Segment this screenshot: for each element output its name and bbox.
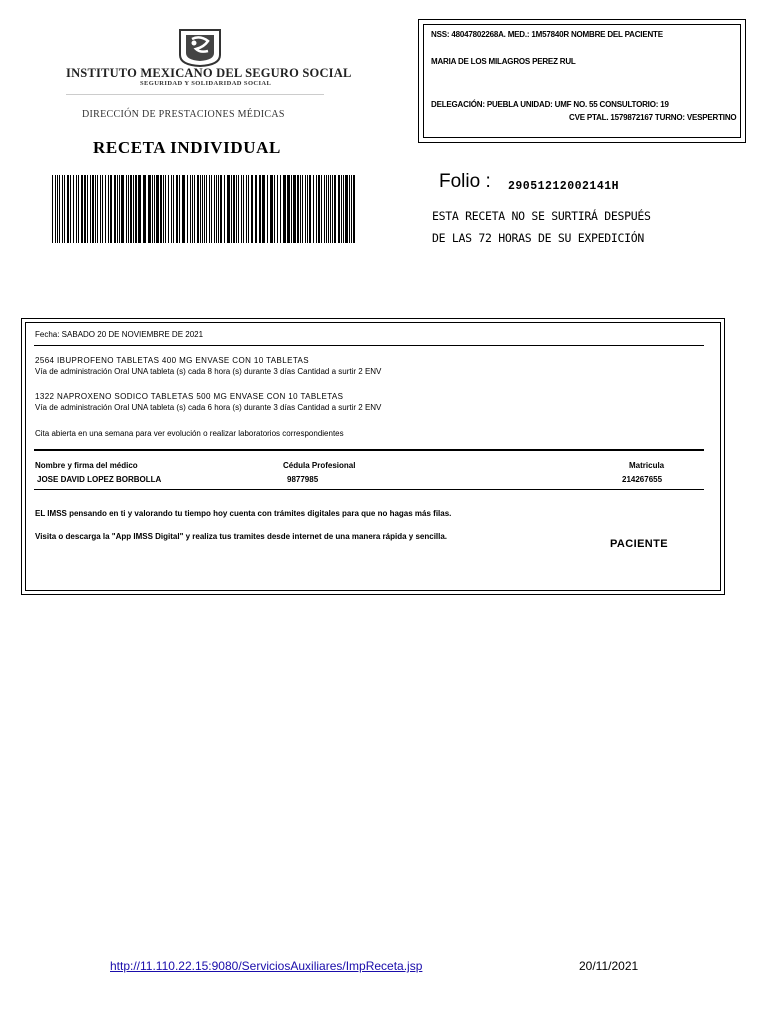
doctor-name-label: Nombre y firma del médico	[35, 461, 138, 470]
institution-subtitle: SEGURIDAD Y SOLIDARIDAD SOCIAL	[140, 80, 272, 87]
cedula-label: Cédula Profesional	[283, 461, 356, 470]
signature-line	[34, 489, 704, 490]
patient-turno-line: CVE PTAL. 1579872167 TURNO: VESPERTINO	[569, 113, 737, 122]
patient-name: MARIA DE LOS MILAGROS PEREZ RUL	[431, 57, 576, 66]
prescription-date: Fecha: SABADO 20 DE NOVIEMBRE DE 2021	[35, 330, 204, 339]
divider	[34, 449, 704, 451]
copy-recipient-label: PACIENTE	[610, 538, 669, 550]
patient-nss-line: NSS: 48047802268A. MED.: 1M57840R NOMBRE DEL PACIENTE	[431, 30, 663, 39]
document-title: RECETA INDIVIDUAL	[93, 138, 281, 157]
app-download-message: Visita o descarga la "App IMSS Digital" y realiza tus tramites desde internet de una manera rápida y sencilla.	[35, 532, 448, 541]
medication-name: 1322 NAPROXENO SODICO TABLETAS 500 MG ENVASE CON 10 TABLETAS	[35, 392, 344, 401]
matricula-value: 214267655	[622, 475, 663, 484]
print-date: 20/11/2021	[579, 959, 639, 973]
digital-services-message: EL IMSS pensando en ti y valorando tu tiempo hoy cuenta con trámites digitales para que no hagas más filas.	[35, 509, 452, 518]
divider	[34, 345, 704, 346]
doctor-name: JOSE DAVID LOPEZ BORBOLLA	[37, 475, 162, 484]
institution-name: INSTITUTO MEXICANO DEL SEGURO SOCIAL	[66, 66, 352, 80]
header-divider	[66, 94, 324, 95]
folio-value: 29051212002141H	[508, 180, 620, 193]
barcode-icon	[52, 175, 358, 243]
imss-logo-icon	[176, 27, 224, 67]
cedula-value: 9877985	[287, 475, 319, 484]
patient-delegacion-line: DELEGACIÓN: PUEBLA UNIDAD: UMF NO. 55 CONSULTORIO: 19	[431, 100, 669, 109]
medication-name: 2564 IBUPROFENO TABLETAS 400 MG ENVASE CON 10 TABLETAS	[35, 356, 309, 365]
expiry-notice-line2: DE LAS 72 HORAS DE SU EXPEDICIÓN	[432, 231, 644, 245]
medication-dosage: Vía de administración Oral UNA tableta (s) cada 6 hora (s) durante 3 días Cantidad a surtir 2 ENV	[35, 403, 382, 412]
medication-dosage: Vía de administración Oral UNA tableta (s) cada 8 hora (s) durante 3 días Cantidad a surtir 2 ENV	[35, 367, 382, 376]
expiry-notice-line1: ESTA RECETA NO SE SURTIRÁ DESPUÉS	[432, 209, 651, 223]
follow-up-note: Cita abierta en una semana para ver evolución o realizar laboratorios correspondientes	[35, 429, 344, 438]
matricula-label: Matricula	[629, 461, 665, 470]
print-url-link[interactable]: http://11.110.22.15:9080/ServiciosAuxiliares/ImpReceta.jsp	[110, 959, 423, 973]
direccion-label: DIRECCIÓN DE PRESTACIONES MÉDICAS	[82, 109, 285, 120]
folio-label: Folio :	[439, 171, 491, 192]
